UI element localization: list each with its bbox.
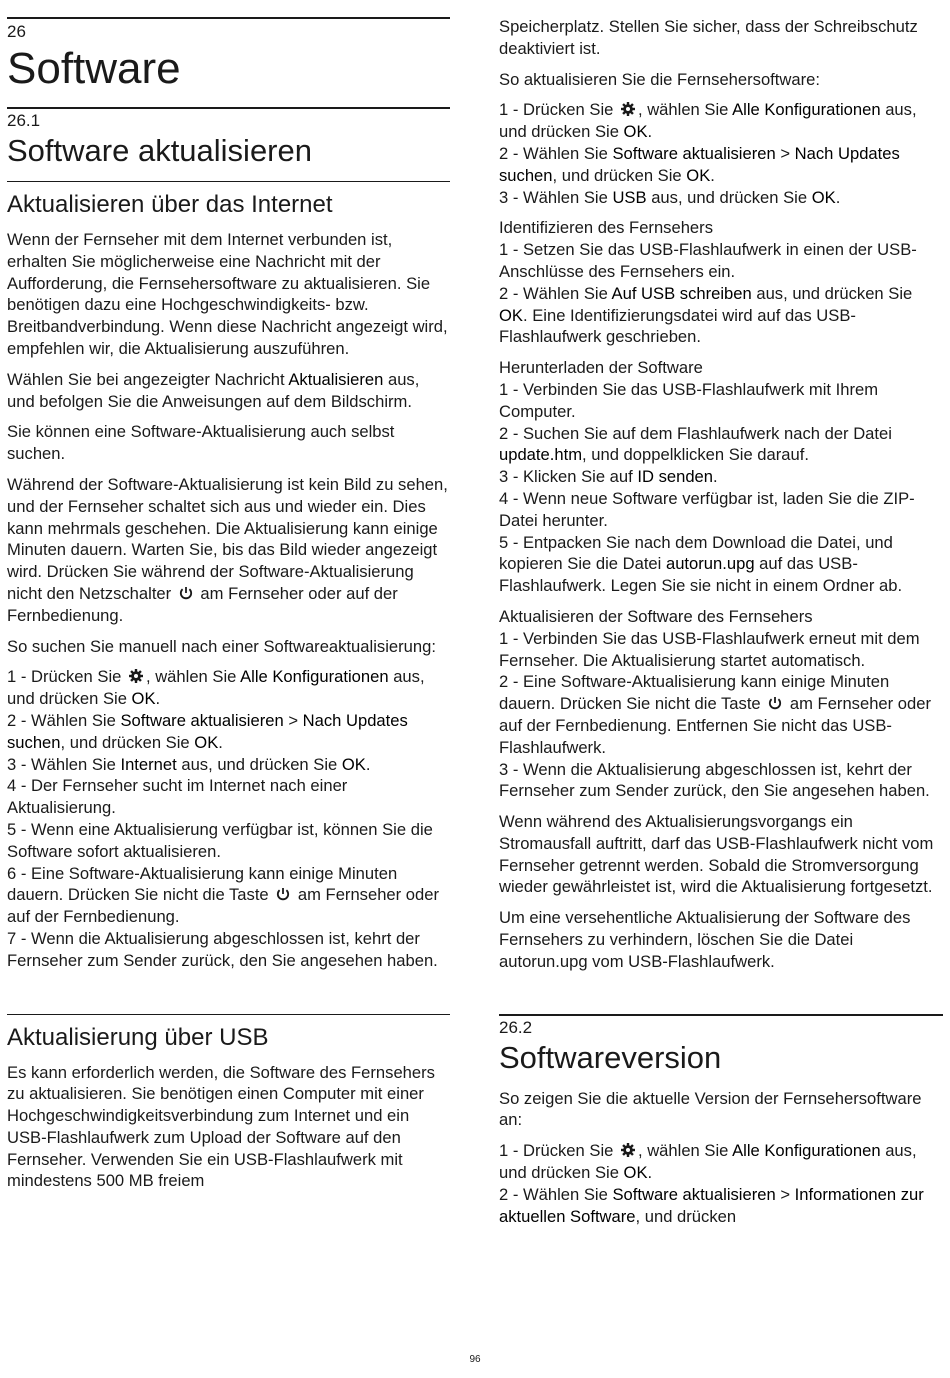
step: 1 - Drücken Sie , wählen Sie Alle Konfigurationen aus, und drücken Sie OK. xyxy=(7,667,425,709)
subheading: Identifizieren des Fernsehers xyxy=(499,218,713,238)
step: 2 - Wählen Sie Software aktualisieren > Nach Updates suchen, und drücken Sie OK. xyxy=(499,143,900,185)
power-icon xyxy=(178,585,194,601)
right-column xyxy=(499,0,943,1236)
paragraph: Um eine versehentliche Aktualisierung der Software des Fernsehers zu verhindern, löschen Sie die Datei autorun.upg vom USB-Flashlaufwerk. xyxy=(499,908,911,971)
paragraph: Wenn während des Aktualisierungsvorgangs ein Stromausfall auftritt, darf das USB-Flashlaufwerk nicht vom Fernseher getrennt werden. Sobald die Stromversorgung wieder gewährleistet ist, wird die Aktualisierung fortgesetzt. xyxy=(499,812,934,897)
step: 6 - Eine Software-Aktualisierung kann einige Minuten dauern. Drücken Sie nicht die Taste am Fernseher oder auf der Fernbedienung. xyxy=(7,863,440,927)
step: 3 - Wenn die Aktualisierung abgeschlossen ist, kehrt der Fernseher zum Sender zurück, den Sie angesehen haben. xyxy=(499,759,930,801)
gear-icon xyxy=(620,101,636,117)
step: 1 - Drücken Sie , wählen Sie Alle Konfigurationen aus, und drücken Sie OK. xyxy=(499,100,917,142)
section-number: 26.2 xyxy=(499,1017,533,1037)
step-list xyxy=(499,217,943,348)
step: 2 - Wählen Sie Software aktualisieren > Informationen zur aktuellen Software, und drücken xyxy=(499,1184,924,1226)
step: 5 - Wenn eine Aktualisierung verfügbar ist, können Sie die Software sofort aktualisieren. xyxy=(7,819,433,861)
subheading: Aktualisieren der Software des Fernsehers xyxy=(499,606,813,626)
section-title: Software aktualisieren xyxy=(7,133,312,168)
step: 2 - Wählen Sie Auf USB schreiben aus, und drücken Sie OK. Eine Identifizierungsdatei wird auf das USB-Flashlaufwerk geschrieben. xyxy=(499,283,913,347)
paragraph: So suchen Sie manuell nach einer Softwareaktualisierung: xyxy=(7,636,436,656)
paragraph: Speicherplatz. Stellen Sie sicher, dass der Schreibschutz deaktiviert ist. xyxy=(499,17,918,58)
paragraph: Wählen Sie bei angezeigter Nachricht Aktualisieren aus, und befolgen Sie die Anweisungen auf dem Bildschirm. xyxy=(7,369,420,411)
step: 2 - Wählen Sie Software aktualisieren > Nach Updates suchen, und drücken Sie OK. xyxy=(7,710,408,752)
power-icon xyxy=(275,886,291,902)
power-icon xyxy=(767,695,783,711)
page-number: 96 xyxy=(469,1354,481,1365)
step-list xyxy=(499,99,943,208)
gear-icon xyxy=(620,1142,636,1158)
step: 3 - Wählen Sie Internet aus, und drücken Sie OK. xyxy=(7,754,371,774)
paragraph: Es kann erforderlich werden, die Software des Fernsehers zu aktualisieren. Sie benötigen einen Computer mit einer Hochgeschwindigkeitsverbindung zum Internet und ein USB-Flashlaufwerk zum Upload der Software auf den Fernseher. Verwenden Sie ein USB-Flashlaufwerk mit mindestens 500 MB freiem xyxy=(7,1062,435,1191)
step-list xyxy=(499,606,943,802)
paragraph: Wenn der Fernseher mit dem Internet verbunden ist, erhalten Sie möglicherweise eine Nachricht mit der Aufforderung, die Fernsehersoftware zu aktualisieren. Sie benötigen dazu eine Hochgeschwindigkeits- bzw. Breitbandverbindung. Wenn diese Nachricht angezeigt wird, empfehlen wir, die Aktualisierung auszuführen. xyxy=(7,230,448,358)
step: 3 - Klicken Sie auf ID senden. xyxy=(499,467,718,487)
chapter-title: Software xyxy=(7,44,181,93)
left-column xyxy=(7,0,450,1201)
subsection-title-usb: Aktualisierung über USB xyxy=(7,1023,269,1051)
section-title: Softwareversion xyxy=(499,1039,722,1075)
subheading: Herunterladen der Software xyxy=(499,358,703,378)
step: 4 - Wenn neue Software verfügbar ist, laden Sie die ZIP-Datei herunter. xyxy=(499,488,915,530)
section-number: 26.1 xyxy=(7,111,41,130)
step-list xyxy=(499,1140,943,1227)
paragraph: Während der Software-Aktualisierung ist kein Bild zu sehen, und der Fernseher schaltet sich aus und wieder ein. Dies kann mehrmals geschehen. Die Aktualisierung kann einige Minuten dauern. Warten Sie, bis das Bild wieder angezeigt wird. Drücken Sie während der Software-Aktualisierung nicht den Netzschalter am Fernseher oder auf der Fernbedienung. xyxy=(7,474,448,625)
gear-icon xyxy=(128,668,144,684)
step: 7 - Wenn die Aktualisierung abgeschlossen ist, kehrt der Fernseher zum Sender zurück, den Sie angesehen haben. xyxy=(7,928,438,970)
chapter-number: 26 xyxy=(7,22,26,41)
step: 5 - Entpacken Sie nach dem Download die Datei, und kopieren Sie die Datei autorun.upg auf das USB-Flashlaufwerk. Legen Sie sie nicht in einem Ordner ab. xyxy=(499,532,903,596)
step: 1 - Verbinden Sie das USB-Flashlaufwerk erneut mit dem Fernseher. Die Aktualisierung startet automatisch. xyxy=(499,628,920,670)
step: 4 - Der Fernseher sucht im Internet nach einer Aktualisierung. xyxy=(7,776,348,818)
paragraph: So zeigen Sie die aktuelle Version der Fernsehersoftware an: xyxy=(499,1088,922,1130)
step: 2 - Eine Software-Aktualisierung kann einige Minuten dauern. Drücken Sie nicht die Taste am Fernseher oder auf der Fernbedienung. Entfernen Sie nicht das USB-Flashlaufwerk. xyxy=(499,672,932,757)
step: 1 - Setzen Sie das USB-Flashlaufwerk in einen der USB-Anschlüsse des Fernsehers ein. xyxy=(499,240,917,281)
subsection-title-internet: Aktualisieren über das Internet xyxy=(7,191,333,218)
step: 3 - Wählen Sie USB aus, und drücken Sie OK. xyxy=(499,187,841,207)
step-list xyxy=(499,357,943,597)
step-list xyxy=(7,666,450,971)
paragraph: So aktualisieren Sie die Fernsehersoftware: xyxy=(499,69,820,89)
paragraph: Sie können eine Software-Aktualisierung auch selbst suchen. xyxy=(7,422,395,464)
step: 1 - Verbinden Sie das USB-Flashlaufwerk mit Ihrem Computer. xyxy=(499,379,879,421)
step: 1 - Drücken Sie , wählen Sie Alle Konfigurationen aus, und drücken Sie OK. xyxy=(499,1141,917,1183)
step: 2 - Suchen Sie auf dem Flashlaufwerk nach der Datei update.htm, und doppelklicken Sie darauf. xyxy=(499,423,892,465)
